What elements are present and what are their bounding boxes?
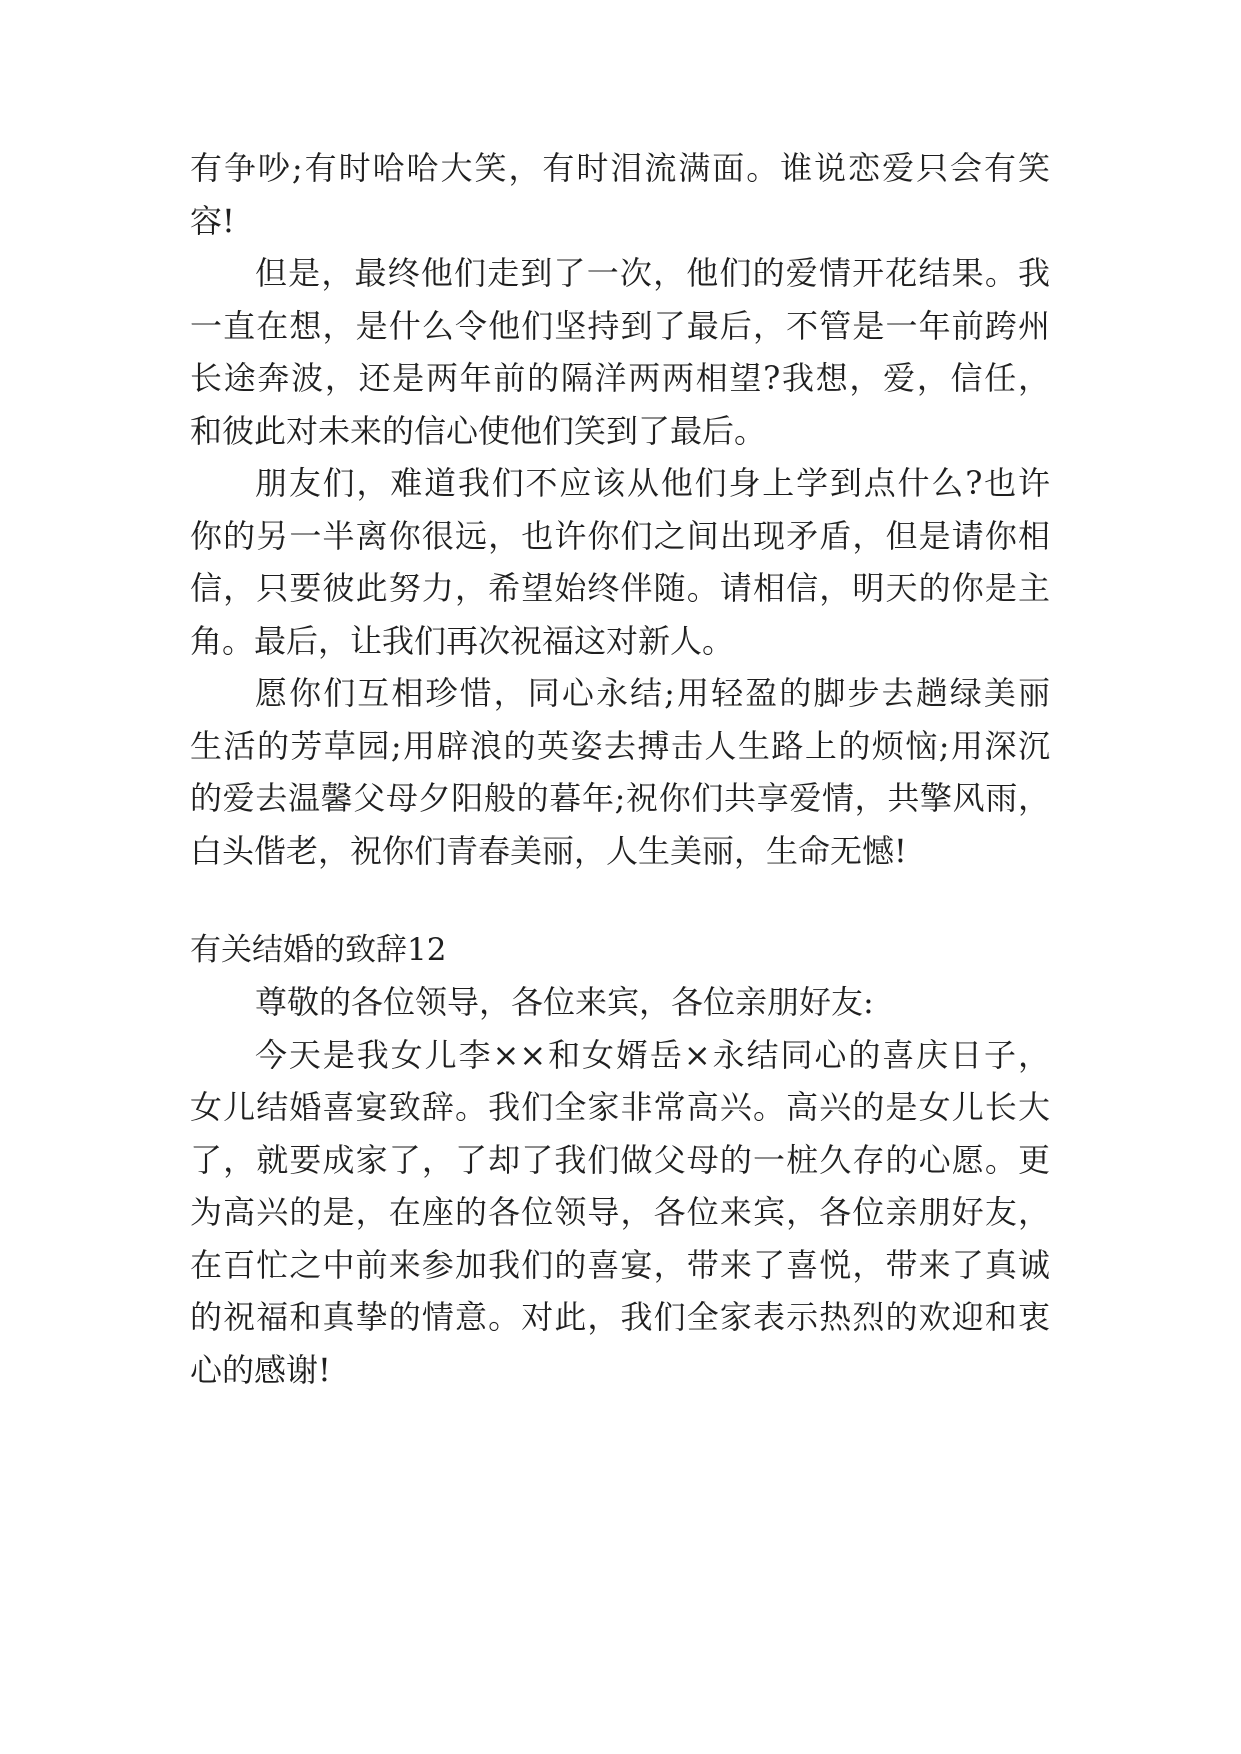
text-line: 朋友们，难道我们不应该从他们身上学到点什么?也许	[255, 464, 1050, 502]
text-line: 为高兴的是，在座的各位领导，各位来宾，各位亲朋好友，	[190, 1193, 1050, 1231]
text-line: 有争吵;有时哈哈大笑，有时泪流满面。谁说恋爱只会有笑	[190, 149, 1050, 187]
text-line: 了，就要成家了，了却了我们做父母的一桩久存的心愿。更	[190, 1141, 1050, 1179]
text-line: 信，只要彼此努力，希望始终伴随。请相信，明天的你是主	[190, 569, 1050, 607]
text-line: 但是，最终他们走到了一次，他们的爱情开花结果。我	[255, 254, 1050, 292]
text-line: 在百忙之中前来参加我们的喜宴，带来了喜悦，带来了真诚	[190, 1246, 1050, 1284]
text-line: 的爱去温馨父母夕阳般的暮年;祝你们共享爱情，共擎风雨，	[190, 779, 1050, 817]
text-line: 今天是我女儿李××和女婿岳×永结同心的喜庆日子，	[255, 1036, 1050, 1074]
text-line: 容!	[190, 202, 235, 240]
text-line: 的祝福和真挚的情意。对此，我们全家表示热烈的欢迎和衷	[190, 1298, 1050, 1336]
section-heading: 有关结婚的致辞12	[190, 932, 447, 968]
text-line: 一直在想，是什么令他们坚持到了最后，不管是一年前跨州	[190, 307, 1050, 345]
text-line: 角。最后，让我们再次祝福这对新人。	[190, 622, 735, 660]
text-line: 白头偕老，祝你们青春美丽，人生美丽，生命无憾!	[190, 832, 907, 870]
text-line: 愿你们互相珍惜，同心永结;用轻盈的脚步去趟绿美丽	[255, 674, 1050, 712]
text-line: 生活的芳草园;用辟浪的英姿去搏击人生路上的烦恼;用深沉	[190, 727, 1050, 765]
text-line: 和彼此对未来的信心使他们笑到了最后。	[190, 412, 767, 450]
text-line: 女儿结婚喜宴致辞。我们全家非常高兴。高兴的是女儿长大	[190, 1088, 1050, 1126]
text-line: 你的另一半离你很远，也许你们之间出现矛盾，但是请你相	[190, 517, 1050, 555]
text-line: 心的感谢!	[190, 1351, 331, 1389]
text-line: 尊敬的各位领导，各位来宾，各位亲朋好友:	[255, 983, 874, 1021]
text-line: 长途奔波，还是两年前的隔洋两两相望?我想，爱，信任，	[190, 359, 1050, 397]
